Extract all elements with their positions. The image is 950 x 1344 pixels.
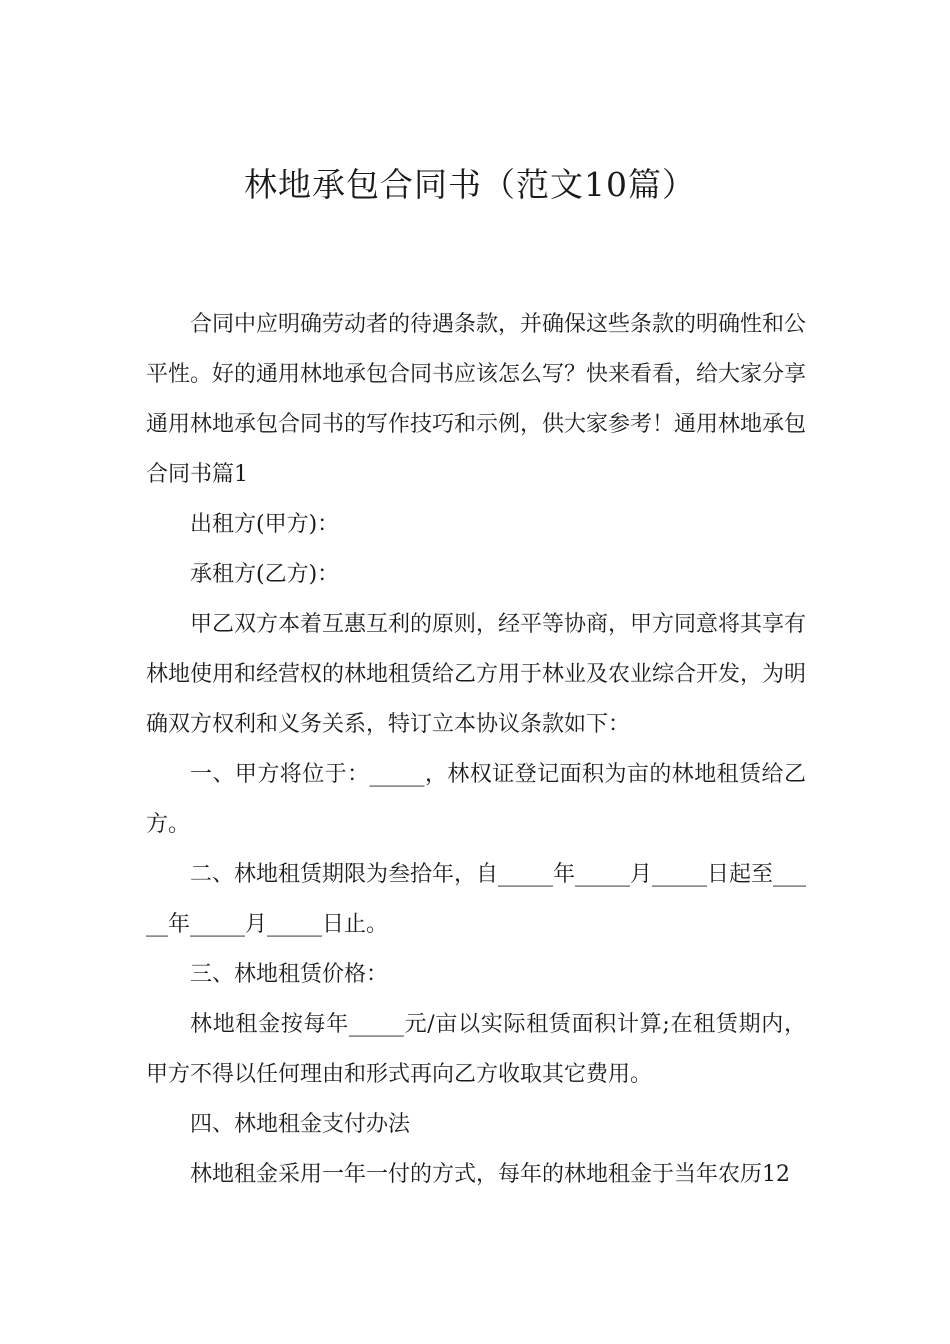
- intro-paragraph: 合同中应明确劳动者的待遇条款，并确保这些条款的明确性和公平性。好的通用林地承包合同书应该怎么写？快来看看，给大家分享通用林地承包合同书的写作技巧和示例，供大家参考！通用林地承包合同书篇1: [146, 312, 807, 487]
- clause-4-heading: 四、林地租金支付办法: [190, 1112, 411, 1137]
- clause-2: 二、林地租赁期限为叁拾年，自_____年_____月_____日起至_____年_____月_____日止。: [146, 862, 807, 937]
- lessor-line: 出租方(甲方)：: [190, 512, 340, 537]
- clause-3-text: 林地租金按每年_____元/亩以实际租赁面积计算;在租赁期内，甲方不得以任何理由和形式再向乙方收取其它费用。: [146, 1012, 806, 1087]
- clause-1: 一、甲方将位于：_____，林权证登记面积为亩的林地租赁给乙方。: [146, 762, 806, 837]
- lessee-line: 承租方(乙方)：: [190, 562, 340, 587]
- document-title: 林地承包合同书（范文10篇）: [244, 165, 696, 205]
- agreement-preamble: 甲乙双方本着互惠互利的原则，经平等协商，甲方同意将其享有林地使用和经营权的林地租赁给乙方用于林业及农业综合开发，为明确双方权利和义务关系，特订立本协议条款如下：: [146, 612, 807, 737]
- document-body: [146, 300, 806, 1200]
- clause-3-heading: 三、林地租赁价格：: [190, 962, 389, 987]
- clause-4-text: 林地租金采用一年一付的方式，每年的林地租金于当年农历12: [190, 1162, 790, 1187]
